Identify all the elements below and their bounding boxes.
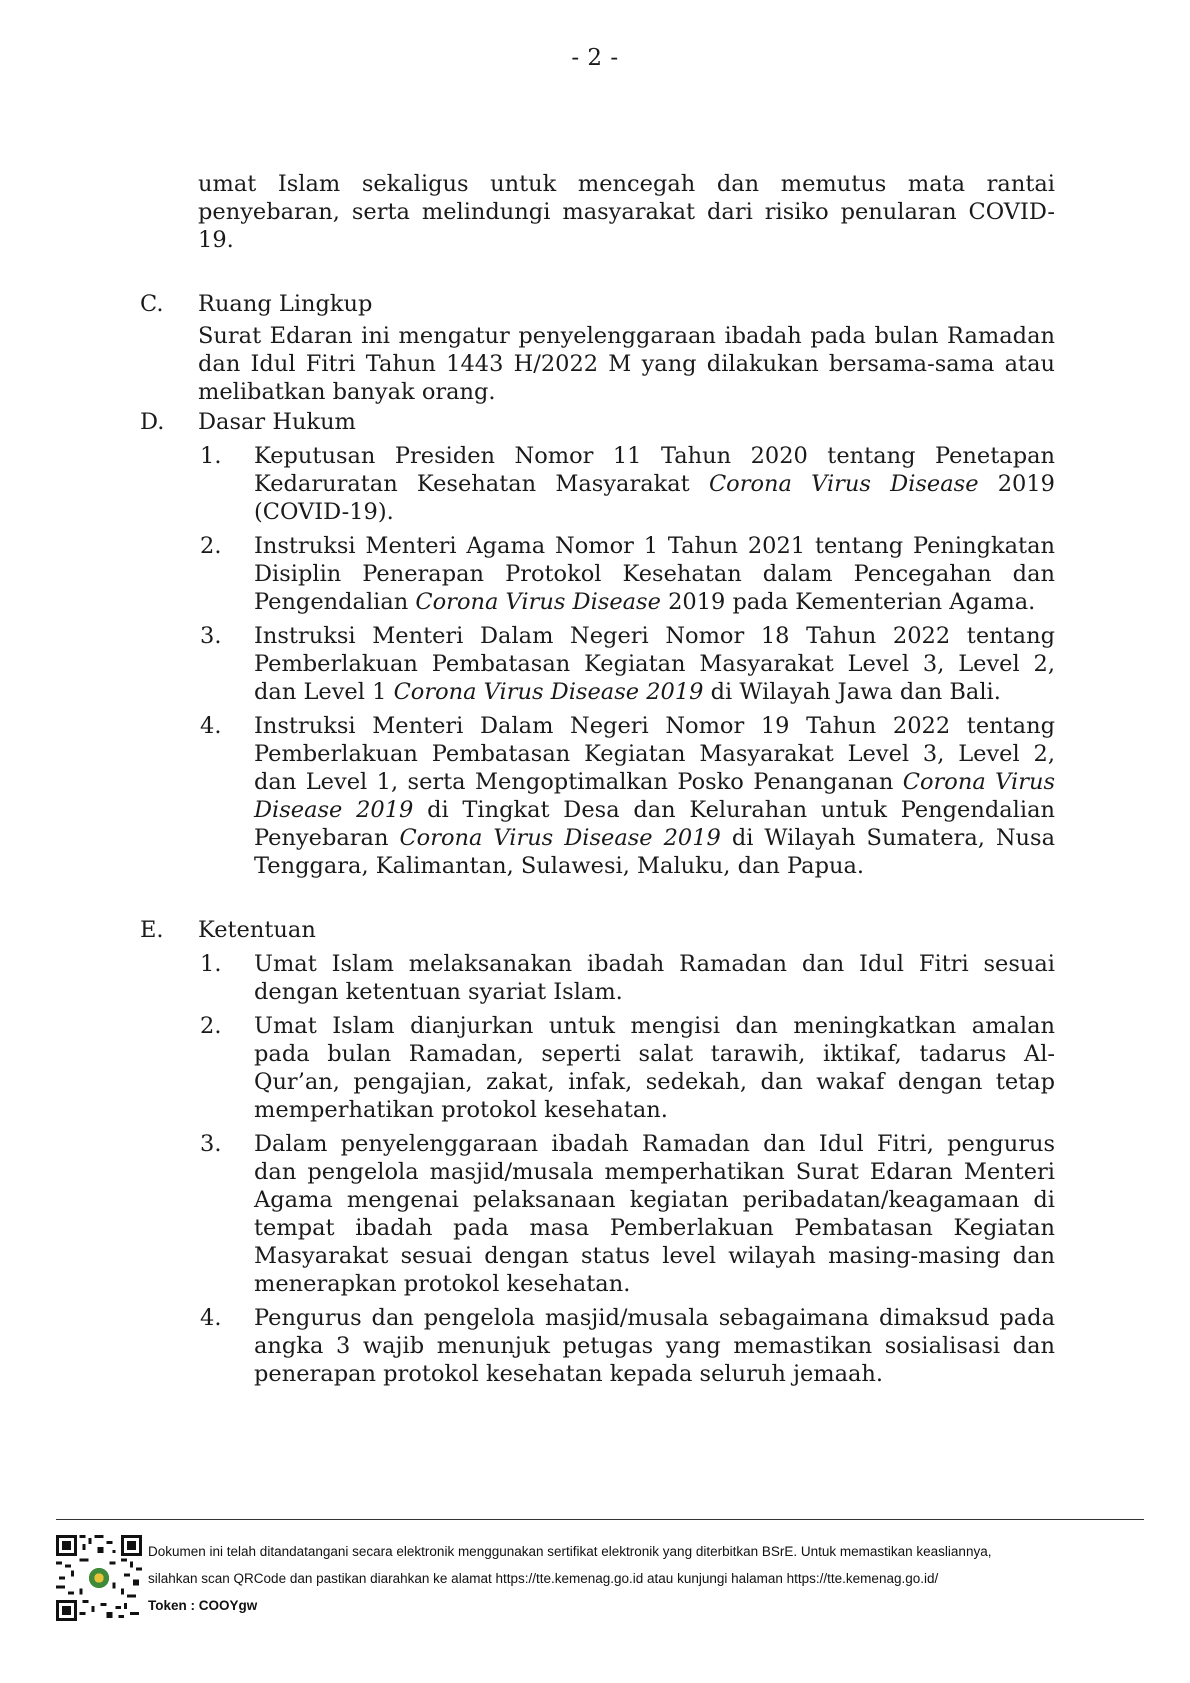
item-number: 4. xyxy=(200,713,222,739)
item-number: 2. xyxy=(200,533,222,559)
item-number: 2. xyxy=(200,1013,222,1039)
item-number: 1. xyxy=(200,443,222,469)
section-e xyxy=(140,916,1055,1388)
token-label: Token : COOYgw xyxy=(148,1598,258,1613)
list-item xyxy=(198,622,1055,706)
section-c-text: Surat Edaran ini mengatur penyelenggaraan ibadah pada bulan Ramadan dan Idul Fitri Tahun 1443 H/2022 M yang dilakukan bersama-sama atau melibatkan banyak orang. xyxy=(198,323,1055,405)
section-e-list xyxy=(198,950,1055,1388)
section-d-letter: D. xyxy=(140,409,165,435)
section-d-list xyxy=(198,442,1055,880)
list-item xyxy=(198,442,1055,526)
item-text: Umat Islam melaksanakan ibadah Ramadan dan Idul Fitri sesuai dengan ketentuan syariat Islam. xyxy=(254,951,1055,1005)
footer-divider xyxy=(56,1519,1144,1520)
item-text: Instruksi Menteri Agama Nomor 1 Tahun 2021 tentang Peningkatan Disiplin Penerapan Protokol Kesehatan dalam Pencegahan dan Pengendalian Corona Virus Disease 2019 pada Kementerian Agama. xyxy=(254,533,1055,615)
list-item xyxy=(198,1012,1055,1124)
section-d-title: Dasar Hukum xyxy=(198,409,356,435)
item-text: Dalam penyelenggaraan ibadah Ramadan dan Idul Fitri, pengurus dan pengelola masjid/musala memperhatikan Surat Edaran Menteri Agama mengenai pelaksanaan kegiatan peribadatan/keagamaan di tempat ibadah pada masa Pemberlakuan Pembatasan Kegiatan Masyarakat sesuai dengan status level wilayah masing-masing dan menerapkan protokol kesehatan. xyxy=(254,1131,1055,1297)
item-number: 4. xyxy=(200,1305,222,1331)
list-item xyxy=(198,1130,1055,1298)
signature-notice xyxy=(148,1538,1158,1619)
item-text: Keputusan Presiden Nomor 11 Tahun 2020 tentang Penetapan Kedaruratan Kesehatan Masyarakat Corona Virus Disease 2019 (COVID-19). xyxy=(254,443,1055,525)
item-text: Pengurus dan pengelola masjid/musala sebagaimana dimaksud pada angka 3 wajib menunjuk petugas yang memastikan sosialisasi dan penerapan protokol kesehatan kepada seluruh jemaah. xyxy=(254,1305,1055,1387)
item-number: 1. xyxy=(200,951,222,977)
item-number: 3. xyxy=(200,623,222,649)
item-text: Instruksi Menteri Dalam Negeri Nomor 19 Tahun 2022 tentang Pemberlakuan Pembatasan Kegiatan Masyarakat Level 3, Level 2, dan Level 1, serta Mengoptimalkan Posko Penanganan Corona Virus Disease 2019 di Tingkat Desa dan Kelurahan untuk Pengendalian Penyebaran Corona Virus Disease 2019 di Wilayah Sumatera, Nusa Tenggara, Kalimantan, Sulawesi, Maluku, dan Papua. xyxy=(254,713,1056,879)
section-c-letter: C. xyxy=(140,291,164,317)
section-c-title: Ruang Lingkup xyxy=(198,291,373,317)
list-item xyxy=(198,1304,1055,1388)
document-body xyxy=(140,170,1055,1388)
item-number: 3. xyxy=(200,1131,222,1157)
page-number: - 2 - xyxy=(571,45,619,71)
notice-line-2: silahkan scan QRCode dan pastikan diarahkan ke alamat https://tte.kemenag.go.id atau kunjungi halaman https://tte.kemenag.go.id/ xyxy=(148,1571,939,1586)
section-e-letter: E. xyxy=(140,917,164,943)
list-item xyxy=(198,950,1055,1006)
item-text: Umat Islam dianjurkan untuk mengisi dan meningkatkan amalan pada bulan Ramadan, seperti salat tarawih, iktikaf, tadarus Al-Qur’an, pengajian, zakat, infak, sedekah, dan wakaf dengan tetap memperhatikan protokol kesehatan. xyxy=(254,1013,1055,1123)
section-c xyxy=(140,290,1055,406)
list-item xyxy=(198,532,1055,616)
qr-code-icon xyxy=(56,1535,142,1621)
list-item xyxy=(198,712,1055,880)
item-text: Instruksi Menteri Dalam Negeri Nomor 18 Tahun 2022 tentang Pemberlakuan Pembatasan Kegiatan Masyarakat Level 3, Level 2, dan Level 1 Corona Virus Disease 2019 di Wilayah Jawa dan Bali. xyxy=(254,623,1055,705)
intro-paragraph: umat Islam sekaligus untuk mencegah dan memutus mata rantai penyebaran, serta melindungi masyarakat dari risiko penularan COVID-19. xyxy=(198,171,1055,253)
section-e-title: Ketentuan xyxy=(198,917,316,943)
notice-line-1: Dokumen ini telah ditandatangani secara elektronik menggunakan sertifikat elektronik yang diterbitkan BSrE. Untuk memastikan keasliannya, xyxy=(148,1544,992,1559)
section-d xyxy=(140,408,1055,880)
